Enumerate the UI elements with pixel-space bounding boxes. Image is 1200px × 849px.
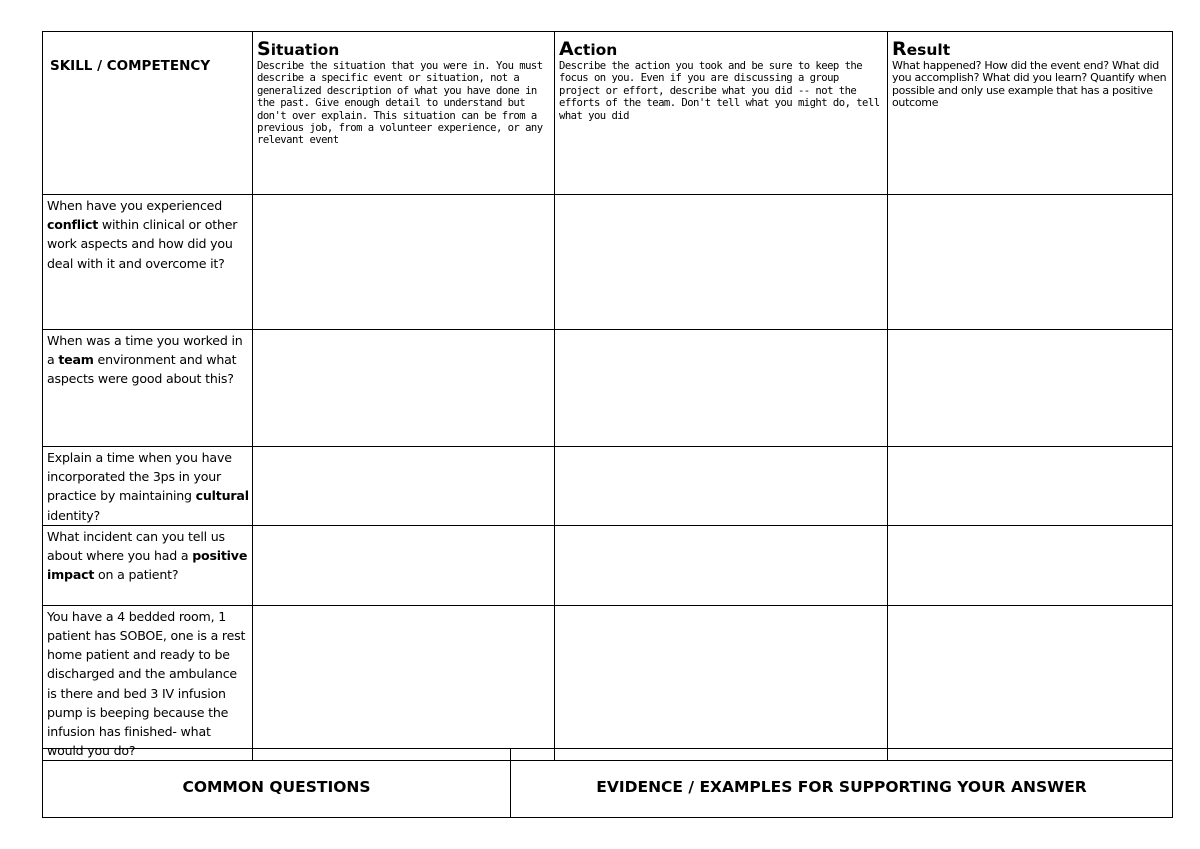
- action-title: Action: [559, 38, 618, 60]
- evidence-examples-header: EVIDENCE / EXAMPLES FOR SUPPORTING YOUR ANSWER: [511, 749, 1173, 818]
- action-description: Describe the action you took and be sure to keep the focus on you. Even if you are discussing a group project or effort, describe what you did -- not the efforts of the team. Don't tell what you might do, tell what you did: [559, 60, 880, 122]
- common-questions-table: [42, 748, 1173, 818]
- result-answer-cell[interactable]: [888, 447, 1173, 526]
- table-row: [43, 525, 1173, 605]
- question-team: When was a time you worked in a team environment and what aspects were good about this?: [43, 330, 253, 447]
- star-method-table: [42, 31, 1173, 761]
- action-answer-cell[interactable]: [555, 447, 888, 526]
- result-answer-cell[interactable]: [888, 195, 1173, 330]
- question-conflict: When have you experienced conflict within clinical or other work aspects and how did you deal with it and overcome it?: [43, 195, 253, 330]
- action-answer-cell[interactable]: [555, 195, 888, 330]
- situation-answer-cell[interactable]: [253, 447, 555, 526]
- common-questions-header-row: [43, 749, 1173, 818]
- action-header: [555, 32, 888, 195]
- skill-competency-header: SKILL / COMPETENCY: [43, 32, 253, 195]
- situation-answer-cell[interactable]: [253, 195, 555, 330]
- result-answer-cell[interactable]: [888, 330, 1173, 447]
- situation-title: Situation: [257, 38, 340, 60]
- common-questions-header: COMMON QUESTIONS: [43, 749, 511, 818]
- situation-header: [253, 32, 555, 195]
- table-row: [43, 330, 1173, 447]
- table-header-row: [43, 32, 1173, 195]
- table-row: [43, 195, 1173, 330]
- situation-answer-cell[interactable]: [253, 330, 555, 447]
- situation-description: Describe the situation that you were in. You must describe a specific event or situation, not a generalized description of what you have done in the past. Give enough detail to understand but don't over explain. This situation can be from a previous job, from a volunteer experience, or any relevant event: [257, 60, 543, 147]
- situation-answer-cell[interactable]: [253, 525, 555, 605]
- question-scenario: You have a 4 bedded room, 1 patient has SOBOE, one is a rest home patient and ready to be discharged and the ambulance is there and bed 3 IV infusion pump is beeping because the infusion has finished- what would you do?: [43, 605, 253, 761]
- action-answer-cell[interactable]: [555, 330, 888, 447]
- question-positive-impact: What incident can you tell us about where you had a positive impact on a patient?: [43, 525, 253, 605]
- question-cultural: Explain a time when you have incorporated the 3ps in your practice by maintaining cultural identity?: [43, 447, 253, 526]
- action-answer-cell[interactable]: [555, 525, 888, 605]
- result-answer-cell[interactable]: [888, 605, 1173, 761]
- action-answer-cell[interactable]: [555, 605, 888, 761]
- table-row: [43, 605, 1173, 761]
- result-description: What happened? How did the event end? What did you accomplish? What did you learn? Quantify when possible and only use example that has a positive outcome: [892, 59, 1167, 110]
- result-answer-cell[interactable]: [888, 525, 1173, 605]
- table-row: [43, 447, 1173, 526]
- situation-answer-cell[interactable]: [253, 605, 555, 761]
- result-title: Result: [892, 38, 951, 60]
- result-header: [888, 32, 1173, 195]
